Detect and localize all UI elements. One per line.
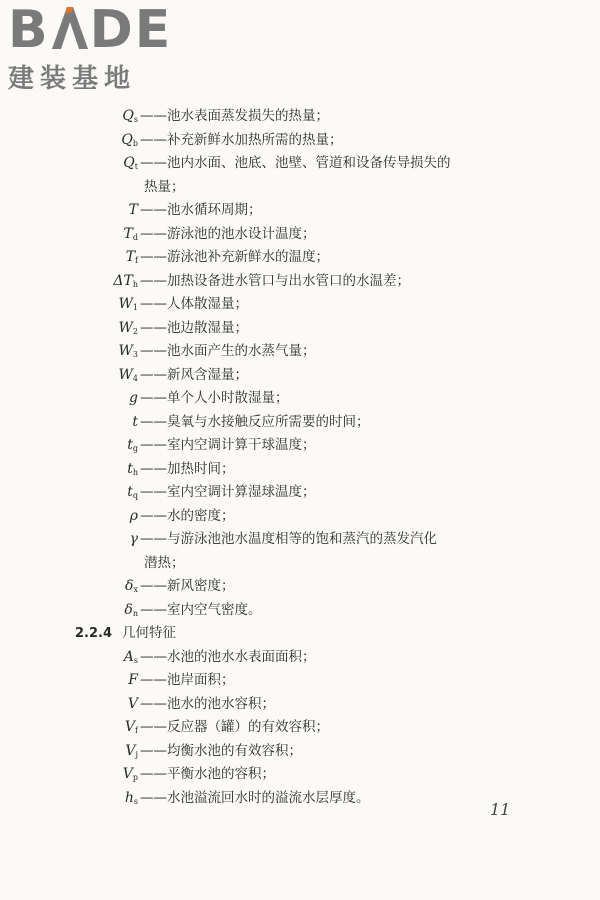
symbol-main: W: [118, 319, 133, 336]
logo-letter-b: B: [8, 0, 50, 60]
symbol-main: t: [127, 437, 133, 453]
symbol-main: V: [125, 742, 136, 759]
definition-text: ——与游泳池池水温度相等的饱和蒸汽的蒸发汽化: [140, 531, 437, 547]
definition-text: 热量；: [144, 178, 185, 195]
symbol: [130, 505, 138, 529]
definition-row: [0, 411, 600, 435]
definition-text: ——补充新鲜水加热所需的热量；: [140, 131, 343, 148]
section-number: 2.2.4: [75, 626, 113, 641]
symbol-main: g: [129, 390, 138, 406]
symbol: [129, 199, 138, 223]
definition-text: ——池水表面蒸发损失的热量；: [140, 108, 329, 124]
symbol-main: γ: [129, 531, 138, 547]
definition-text: ——游泳池的池水设计温度；: [140, 225, 316, 242]
symbol-subscript: p: [132, 773, 138, 782]
symbol-subscript: 1: [132, 303, 138, 312]
definition-row: [0, 270, 600, 294]
definition-row: [0, 364, 600, 388]
definition-row: [0, 105, 600, 129]
definition-row: [0, 340, 600, 364]
symbol: [129, 387, 138, 411]
definition-row: [0, 317, 600, 341]
symbol-main: F: [128, 672, 138, 688]
symbol-subscript: t: [134, 162, 138, 171]
definition-text: ——水池的池水水表面面积；: [140, 648, 316, 665]
symbol-main: h: [124, 789, 134, 806]
definition-continuation: [0, 552, 600, 576]
definition-text: ——单个人小时散湿量；: [140, 390, 289, 406]
symbol-main: δ: [125, 578, 134, 594]
definition-row: [0, 458, 600, 482]
definition-row: [0, 763, 600, 787]
definition-text: ——臭氧与水接触反应所需要的时间；: [140, 413, 370, 430]
symbol-main: δ: [124, 601, 133, 618]
section-heading: [0, 622, 600, 646]
definition-row: [0, 199, 600, 223]
symbol-main: T: [123, 225, 133, 242]
symbol-subscript: f: [135, 256, 138, 265]
definition-text: ——游泳池补充新鲜水的温度；: [140, 249, 329, 265]
symbol-main: T: [128, 202, 138, 218]
symbol-subscript: j: [135, 749, 138, 759]
definition-row: [0, 293, 600, 317]
symbol-subscript: 2: [132, 326, 138, 336]
symbol-subscript: 3: [132, 350, 138, 359]
symbol-main: t: [127, 484, 133, 500]
definition-row: [0, 434, 600, 458]
symbol-subscript: n: [132, 608, 138, 618]
definition-row: [0, 223, 600, 247]
symbol-main: Q: [122, 108, 134, 124]
symbol-subscript: g: [132, 444, 138, 453]
definition-text: ——水池溢流回水时的溢流水层厚度。: [140, 789, 370, 806]
definition-row: [0, 152, 600, 176]
symbol: [132, 411, 138, 435]
logo-letter-a-icon: [50, 7, 90, 47]
geometry-list: [0, 646, 600, 811]
symbol-subscript: b: [132, 138, 138, 148]
definition-text: ——均衡水池的有效容积；: [140, 742, 302, 759]
definition-text: ——加热时间；: [140, 460, 235, 477]
definition-text: ——池水循环周期；: [140, 202, 262, 218]
definition-text: ——池边散湿量；: [140, 319, 248, 336]
definition-text: ——池水的池水容积；: [140, 695, 275, 712]
definition-text: ——新风含湿量；: [140, 366, 248, 383]
definition-continuation: [0, 176, 600, 200]
symbol-subscript: h: [132, 467, 138, 477]
definition-text: ——水的密度；: [140, 507, 235, 524]
definition-text: ——室内空调计算干球温度；: [140, 437, 316, 453]
definition-text: ——室内空调计算湿球温度；: [140, 484, 316, 500]
symbol-main: ρ: [129, 507, 138, 524]
symbol-main: t: [127, 460, 133, 477]
symbol-definitions: [0, 105, 600, 810]
symbol-subscript: s: [133, 115, 138, 124]
definition-row: [0, 740, 600, 764]
definition-text: ——池岸面积；: [140, 672, 235, 688]
symbol: [128, 693, 138, 717]
symbol-main: V: [124, 719, 136, 735]
symbol-main: T: [125, 249, 136, 265]
symbol-main: Q: [121, 131, 133, 148]
logo-letters-de: DE: [89, 0, 173, 60]
symbol-main: W: [118, 366, 133, 383]
logo-wordmark: [8, 0, 173, 60]
symbol-main: ΔT: [113, 272, 133, 289]
definition-text: ——池水面产生的水蒸气量；: [140, 343, 316, 359]
logo-subtitle: 建装基地: [8, 64, 137, 94]
symbol-main: W: [118, 296, 133, 312]
symbol: [125, 787, 138, 814]
definition-row: [0, 481, 600, 505]
symbol-subscript: h: [132, 279, 138, 289]
symbol-subscript: q: [132, 491, 138, 500]
section-title: 几何特征: [122, 625, 177, 641]
symbol-main: t: [132, 413, 138, 430]
symbol-main: V: [122, 766, 133, 782]
definition-row: [0, 575, 600, 599]
symbol-subscript: s: [133, 655, 138, 665]
symbol-subscript: f: [135, 726, 138, 735]
definition-row: [0, 387, 600, 411]
definition-row: [0, 528, 600, 552]
definition-row: [0, 505, 600, 529]
symbol-subscript: s: [133, 796, 138, 806]
symbol-list: [0, 105, 600, 622]
definition-text: 潜热；: [144, 554, 185, 571]
definition-text: ——新风密度；: [140, 578, 235, 594]
definition-text: ——平衡水池的容积；: [140, 766, 275, 782]
logo: [8, 0, 173, 95]
symbol: [130, 528, 138, 552]
definition-row: [0, 129, 600, 153]
symbol-subscript: d: [132, 232, 138, 242]
symbol-main: V: [127, 695, 138, 712]
definition-text: ——加热设备进水管口与出水管口的水温差；: [140, 272, 410, 289]
definition-row: [0, 646, 600, 670]
definition-text: ——池内水面、池底、池壁、管道和设备传导损失的: [140, 155, 451, 171]
definition-row: [0, 669, 600, 693]
symbol: [128, 669, 138, 693]
definition-text: ——反应器（罐）的有效容积；: [140, 719, 329, 735]
symbol-main: Q: [123, 155, 135, 171]
symbol-subscript: 4: [132, 373, 138, 383]
definition-row: [0, 246, 600, 270]
definition-text: ——室内空气密度。: [140, 601, 262, 618]
symbol-main: A: [123, 648, 134, 665]
definition-row: [0, 716, 600, 740]
definition-row: [0, 693, 600, 717]
page-number: 11: [490, 800, 511, 819]
definition-text: ——人体散湿量；: [140, 296, 248, 312]
symbol-subscript: x: [133, 585, 138, 594]
definition-row: [0, 599, 600, 623]
symbol-main: W: [118, 343, 133, 359]
